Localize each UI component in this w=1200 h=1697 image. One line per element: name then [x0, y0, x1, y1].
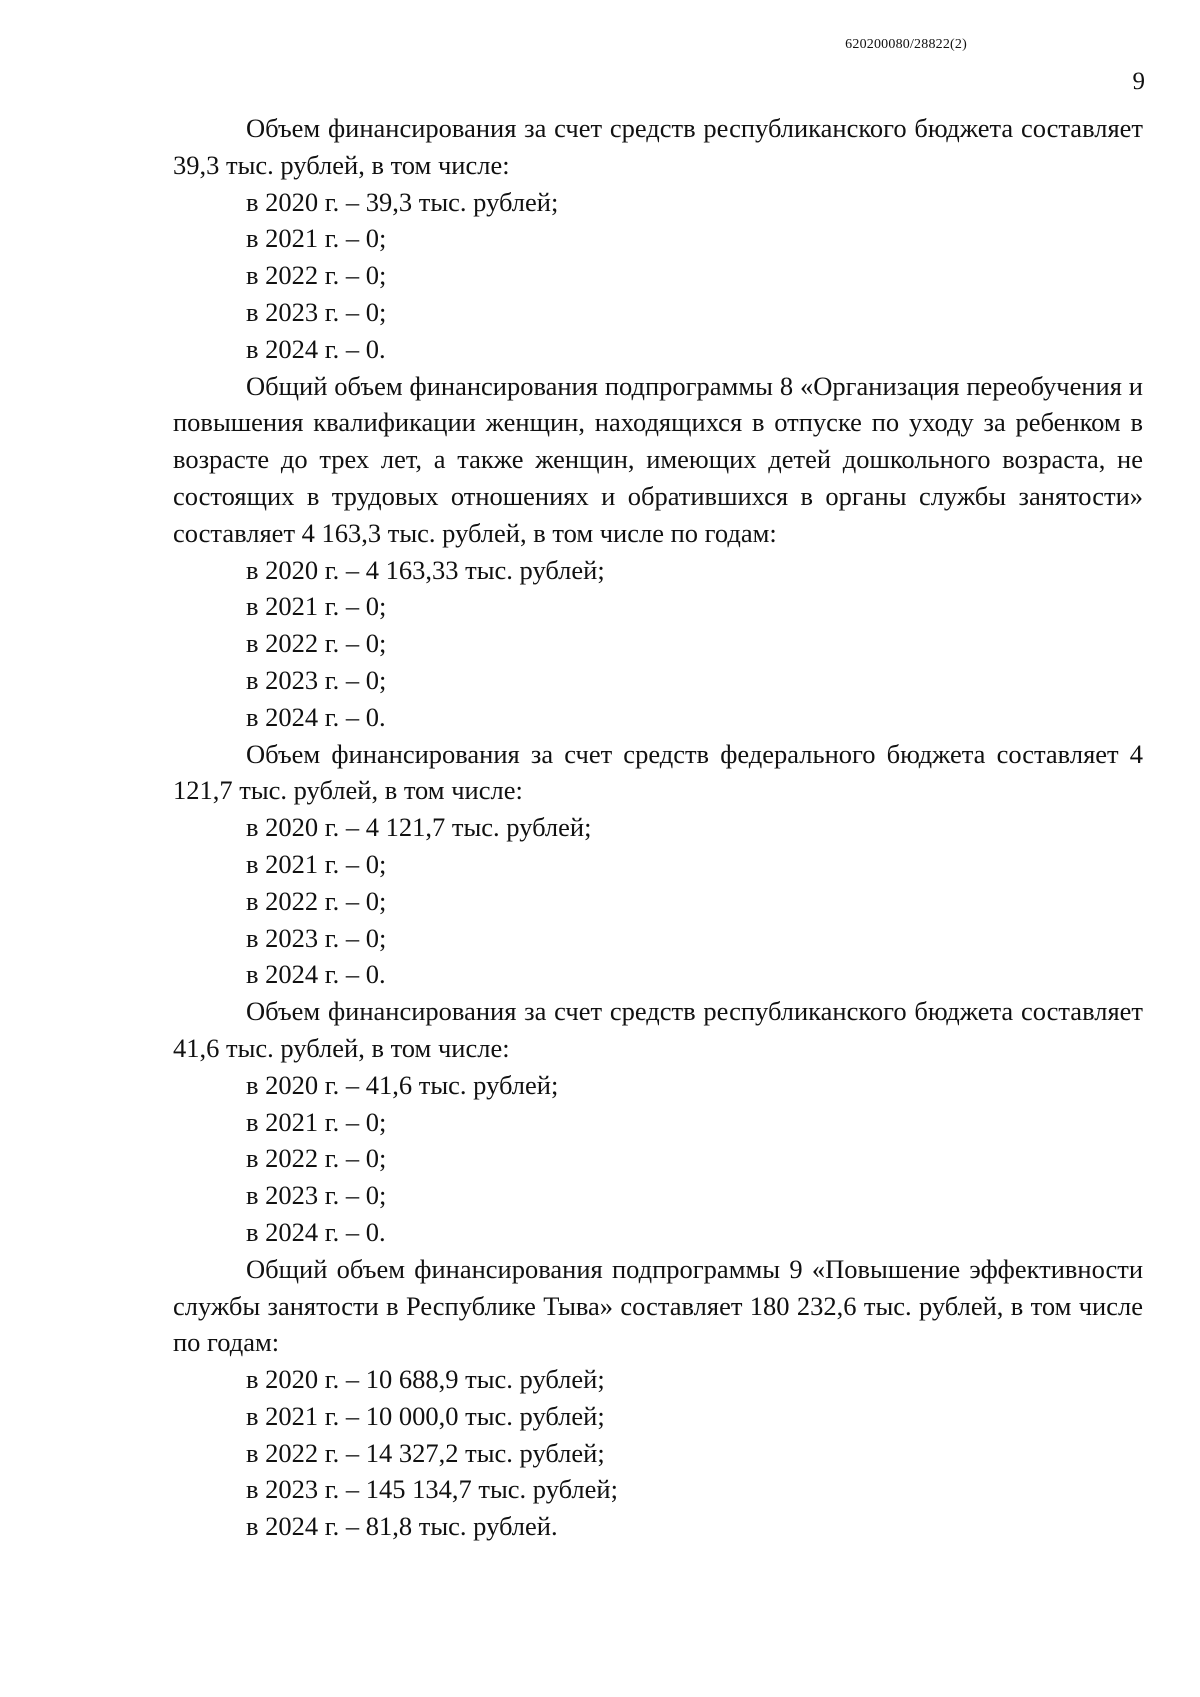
paragraph: Общий объем финансирования подпрограммы 9 «Повышение эффективности службы занятости в Республике Тыва» составляет 180 232,6 тыс. рублей, в том числе по годам: [173, 1253, 1143, 1358]
list-item: в 2024 г. – 0. [246, 701, 386, 732]
list-item: в 2023 г. – 145 134,7 тыс. рублей; [246, 1474, 618, 1505]
list-item: в 2024 г. – 0. [246, 959, 386, 990]
list-item: в 2022 г. – 0; [246, 1143, 387, 1174]
paragraph: Объем финансирования за счет средств республиканского бюджета составляет 39,3 тыс. рублей, в том числе: [173, 113, 1143, 180]
list-item: в 2023 г. – 0; [246, 1180, 387, 1211]
list-item: в 2021 г. – 0; [246, 848, 387, 879]
list-item: в 2020 г. – 4 121,7 тыс. рублей; [246, 812, 592, 843]
list-item: в 2024 г. – 0. [246, 1216, 386, 1247]
document-id: 620200080/28822(2) [845, 37, 967, 52]
paragraph: Общий объем финансирования подпрограммы 8 «Организация переобучения и повышения квалификации женщин, находящихся в отпуске по уходу за ребенком в возрасте до трех лет, а также женщин, имеющих детей дошкольного возраста, не состоящих в трудовых отношениях и обратившихся в органы службы занятости» составляет 4 163,3 тыс. рублей, в том числе по годам: [173, 370, 1143, 548]
list-item: в 2020 г. – 41,6 тыс. рублей; [246, 1069, 559, 1100]
list-item: в 2024 г. – 81,8 тыс. рублей. [246, 1511, 558, 1542]
list-item: в 2020 г. – 4 163,33 тыс. рублей; [246, 554, 605, 585]
list-item: в 2022 г. – 0; [246, 885, 387, 916]
list-item: в 2020 г. – 10 688,9 тыс. рублей; [246, 1364, 605, 1395]
list-item: в 2022 г. – 0; [246, 260, 387, 291]
list-item: в 2023 г. – 0; [246, 922, 387, 953]
list-item: в 2022 г. – 0; [246, 628, 387, 659]
paragraph: Объем финансирования за счет средств республиканского бюджета составляет 41,6 тыс. рублей, в том числе: [173, 996, 1143, 1063]
list-item: в 2024 г. – 0. [246, 333, 386, 364]
list-item: в 2022 г. – 14 327,2 тыс. рублей; [246, 1437, 605, 1468]
paragraph: Объем финансирования за счет средств федерального бюджета составляет 4 121,7 тыс. рублей, в том числе: [173, 738, 1143, 806]
list-item: в 2020 г. – 39,3 тыс. рублей; [246, 186, 559, 217]
document-body [173, 110, 1143, 1545]
list-item: в 2023 г. – 0; [246, 664, 387, 695]
list-item: в 2023 г. – 0; [246, 296, 387, 327]
list-item: в 2021 г. – 0; [246, 591, 387, 622]
list-item: в 2021 г. – 0; [246, 223, 387, 254]
list-item: в 2021 г. – 0; [246, 1106, 387, 1137]
page-number: 9 [1132, 68, 1145, 95]
list-item: в 2021 г. – 10 000,0 тыс. рублей; [246, 1400, 605, 1431]
